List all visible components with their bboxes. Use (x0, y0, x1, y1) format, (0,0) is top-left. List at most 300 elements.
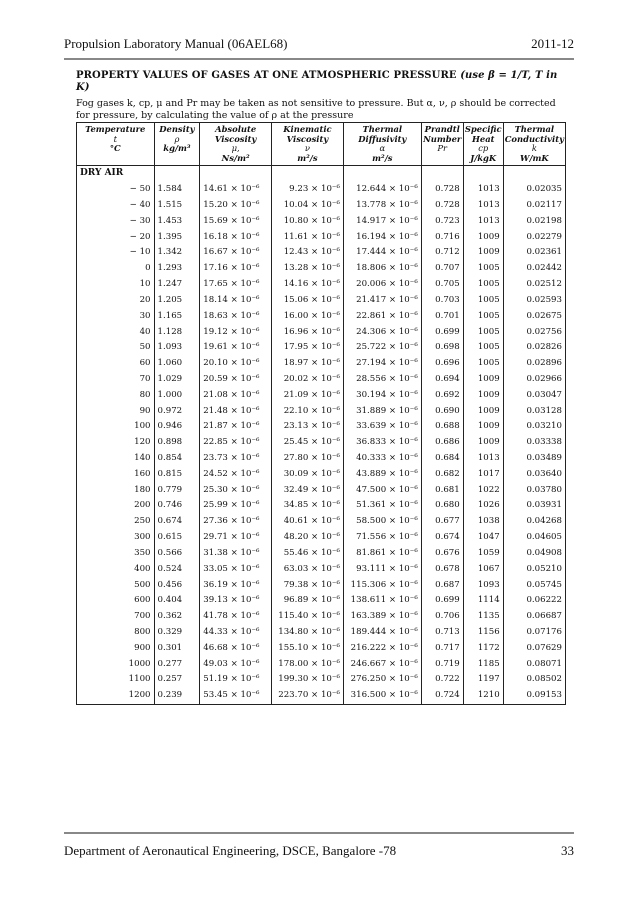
table-cell: 0.687 (421, 578, 463, 594)
table-cell: 0.724 (421, 688, 463, 704)
table-cell: 21.08 × 10⁻⁶ (200, 388, 272, 404)
table-row (77, 672, 566, 688)
table-row (77, 657, 566, 673)
table-cell: 24.306 × 10⁻⁶ (343, 325, 421, 341)
table-cell: 0.03489 (503, 451, 565, 467)
table-cell: 21.417 × 10⁻⁶ (343, 293, 421, 309)
table-cell: 1009 (463, 404, 503, 420)
table-cell: 316.500 × 10⁻⁶ (343, 688, 421, 704)
table-cell: 0.404 (154, 593, 200, 609)
table-cell: 0.06687 (503, 609, 565, 625)
table-header-row (77, 123, 566, 166)
table-cell: 25.45 × 10⁻⁶ (272, 435, 344, 451)
table-cell: − 40 (77, 198, 155, 214)
table-cell: 40.333 × 10⁻⁶ (343, 451, 421, 467)
table-cell: 0.615 (154, 530, 200, 546)
table-cell: 178.00 × 10⁻⁶ (272, 657, 344, 673)
table-cell: 1005 (463, 293, 503, 309)
table-cell: 34.85 × 10⁻⁶ (272, 498, 344, 514)
table-cell: 90 (77, 404, 155, 420)
table-row (77, 230, 566, 246)
table-cell: 81.861 × 10⁻⁶ (343, 546, 421, 562)
table-cell: 0.02035 (503, 182, 565, 198)
table-row (77, 467, 566, 483)
table-row (77, 277, 566, 293)
column-unit: J/kgK (470, 152, 497, 163)
table-cell: 1009 (463, 435, 503, 451)
column-name: Absolute Viscosity (214, 124, 257, 144)
table-row (77, 356, 566, 372)
table-cell: 20.02 × 10⁻⁶ (272, 372, 344, 388)
table-cell: 1.000 (154, 388, 200, 404)
column-symbol: k (531, 143, 537, 154)
table-cell: 10 (77, 277, 155, 293)
table-cell: 18.806 × 10⁻⁶ (343, 261, 421, 277)
column-unit: Ns/m² (221, 152, 250, 163)
table-cell: 0.08071 (503, 657, 565, 673)
table-row (77, 261, 566, 277)
column-unit: m²/s (372, 152, 393, 163)
table-cell: 0.02966 (503, 372, 565, 388)
table-cell: 160 (77, 467, 155, 483)
table-cell: 1026 (463, 498, 503, 514)
table-cell: 0.03338 (503, 435, 565, 451)
table-row (77, 214, 566, 230)
table-cell: 134.80 × 10⁻⁶ (272, 625, 344, 641)
table-cell: 1059 (463, 546, 503, 562)
table-cell: 0.854 (154, 451, 200, 467)
table-row (77, 546, 566, 562)
table-cell (154, 166, 200, 182)
table-cell: 0.05210 (503, 562, 565, 578)
table-cell: 0.716 (421, 230, 463, 246)
department-name: Department of Aeronautical Engineering, DSCE, Bangalore -78 (64, 843, 397, 858)
table-cell: 0.728 (421, 198, 463, 214)
table-cell: 16.67 × 10⁻⁶ (200, 245, 272, 261)
table-cell: 0.456 (154, 578, 200, 594)
table-cell: 40 (77, 325, 155, 341)
table-cell: 48.20 × 10⁻⁶ (272, 530, 344, 546)
table-row (77, 435, 566, 451)
table-cell: 46.68 × 10⁻⁶ (200, 641, 272, 657)
table-cell: 16.194 × 10⁻⁶ (343, 230, 421, 246)
table-cell: 1135 (463, 609, 503, 625)
table-cell: 0.03640 (503, 467, 565, 483)
table-cell: 33.05 × 10⁻⁶ (200, 562, 272, 578)
table-cell: 115.306 × 10⁻⁶ (343, 578, 421, 594)
table-cell: 0.02756 (503, 325, 565, 341)
table-cell: 0.815 (154, 467, 200, 483)
column-name: Specific Heat (464, 124, 502, 144)
table-cell: 0.706 (421, 609, 463, 625)
column-name: Kinematic Viscosity (283, 124, 332, 144)
table-cell: 0.707 (421, 261, 463, 277)
table-cell: 0.779 (154, 483, 200, 499)
table-cell: 1009 (463, 230, 503, 246)
table-cell: 1.093 (154, 340, 200, 356)
table-cell: 0 (77, 261, 155, 277)
table-cell: 28.556 × 10⁻⁶ (343, 372, 421, 388)
table-cell: 0.02826 (503, 340, 565, 356)
table-cell: 79.38 × 10⁻⁶ (272, 578, 344, 594)
table-cell: 0.719 (421, 657, 463, 673)
table-cell: 18.14 × 10⁻⁶ (200, 293, 272, 309)
table-cell: 70 (77, 372, 155, 388)
table-cell: 1114 (463, 593, 503, 609)
table-cell: 10.04 × 10⁻⁶ (272, 198, 344, 214)
column-header (154, 123, 200, 166)
table-row (77, 198, 566, 214)
table-cell: 20 (77, 293, 155, 309)
table-cell: 0.681 (421, 483, 463, 499)
table-cell: 20.006 × 10⁻⁶ (343, 277, 421, 293)
page-footer (64, 843, 574, 861)
table-cell: 0.02512 (503, 277, 565, 293)
table-cell: 180 (77, 483, 155, 499)
table-cell: 246.667 × 10⁻⁶ (343, 657, 421, 673)
table-cell: 1.165 (154, 309, 200, 325)
table-cell: 14.16 × 10⁻⁶ (272, 277, 344, 293)
table-cell: 1017 (463, 467, 503, 483)
table-cell: 0.696 (421, 356, 463, 372)
table-cell: 50 (77, 340, 155, 356)
column-header (503, 123, 565, 166)
table-cell: 500 (77, 578, 155, 594)
table-cell: 43.889 × 10⁻⁶ (343, 467, 421, 483)
column-name: Thermal Diffusivity (358, 124, 407, 144)
table-cell: 1005 (463, 340, 503, 356)
table-cell: 17.95 × 10⁻⁶ (272, 340, 344, 356)
table-cell: 250 (77, 514, 155, 530)
table-cell: 1197 (463, 672, 503, 688)
table-cell: 0.03047 (503, 388, 565, 404)
column-name: Prandtl Number (423, 124, 462, 144)
table-cell: 0.02361 (503, 245, 565, 261)
table-cell: 22.861 × 10⁻⁶ (343, 309, 421, 325)
table-cell: 0.674 (421, 530, 463, 546)
table-cell: 1009 (463, 372, 503, 388)
table-cell: 1047 (463, 530, 503, 546)
table-cell: 1038 (463, 514, 503, 530)
table-cell: 16.18 × 10⁻⁶ (200, 230, 272, 246)
table-cell: 1156 (463, 625, 503, 641)
table-cell: 17.16 × 10⁻⁶ (200, 261, 272, 277)
table-cell: 0.703 (421, 293, 463, 309)
table-cell: 800 (77, 625, 155, 641)
table-cell: 0.362 (154, 609, 200, 625)
table-cell: 1185 (463, 657, 503, 673)
table-cell: 0.705 (421, 277, 463, 293)
table-cell: 39.13 × 10⁻⁶ (200, 593, 272, 609)
table-cell: 1.293 (154, 261, 200, 277)
table-row (77, 625, 566, 641)
table-cell: 1013 (463, 214, 503, 230)
table-row (77, 404, 566, 420)
table-cell: 163.389 × 10⁻⁶ (343, 609, 421, 625)
table-cell: 1172 (463, 641, 503, 657)
table-cell: 23.73 × 10⁻⁶ (200, 451, 272, 467)
table-cell: 49.03 × 10⁻⁶ (200, 657, 272, 673)
table-row (77, 688, 566, 704)
table-cell: 0.694 (421, 372, 463, 388)
table-cell: 13.28 × 10⁻⁶ (272, 261, 344, 277)
column-header (463, 123, 503, 166)
table-cell: 0.524 (154, 562, 200, 578)
table-cell: 115.40 × 10⁻⁶ (272, 609, 344, 625)
table-cell: 20.59 × 10⁻⁶ (200, 372, 272, 388)
academic-year: 2011-12 (531, 36, 574, 51)
table-cell: 0.07176 (503, 625, 565, 641)
column-header (272, 123, 344, 166)
table-cell: 0.566 (154, 546, 200, 562)
table-row (77, 641, 566, 657)
column-header (200, 123, 272, 166)
table-cell: 31.38 × 10⁻⁶ (200, 546, 272, 562)
table-cell: 138.611 × 10⁻⁶ (343, 593, 421, 609)
table-cell: 10.80 × 10⁻⁶ (272, 214, 344, 230)
table-row (77, 578, 566, 594)
table-cell: 58.500 × 10⁻⁶ (343, 514, 421, 530)
table-cell: 0.02896 (503, 356, 565, 372)
table-cell: 12.43 × 10⁻⁶ (272, 245, 344, 261)
table-cell: 19.61 × 10⁻⁶ (200, 340, 272, 356)
table-cell: 0.898 (154, 435, 200, 451)
section-label: DRY AIR (77, 166, 155, 182)
table-row (77, 483, 566, 499)
table-cell: 25.99 × 10⁻⁶ (200, 498, 272, 514)
table-cell: 0.06222 (503, 593, 565, 609)
table-cell: 27.194 × 10⁻⁶ (343, 356, 421, 372)
table-cell: 0.684 (421, 451, 463, 467)
table-cell: 0.688 (421, 419, 463, 435)
scanned-table-page (76, 70, 566, 701)
table-cell: 36.19 × 10⁻⁶ (200, 578, 272, 594)
table-row (77, 498, 566, 514)
table-cell: 200 (77, 498, 155, 514)
table-cell: 9.23 × 10⁻⁶ (272, 182, 344, 198)
table-cell: 20.10 × 10⁻⁶ (200, 356, 272, 372)
table-cell: 71.556 × 10⁻⁶ (343, 530, 421, 546)
table-cell: 41.78 × 10⁻⁶ (200, 609, 272, 625)
column-header (421, 123, 463, 166)
table-cell: 1009 (463, 419, 503, 435)
column-name: Thermal Conductivity (504, 124, 564, 144)
table-cell: 900 (77, 641, 155, 657)
table-row (77, 609, 566, 625)
table-cell: 12.644 × 10⁻⁶ (343, 182, 421, 198)
table-body (77, 166, 566, 705)
column-unit: kg/m³ (163, 143, 191, 154)
table-cell: 0.701 (421, 309, 463, 325)
table-cell: 1013 (463, 182, 503, 198)
table-cell: 22.85 × 10⁻⁶ (200, 435, 272, 451)
table-cell: 63.03 × 10⁻⁶ (272, 562, 344, 578)
table-cell: 27.36 × 10⁻⁶ (200, 514, 272, 530)
table-cell: 0.09153 (503, 688, 565, 704)
table-cell: 1009 (463, 388, 503, 404)
column-symbol: ν (304, 143, 310, 154)
table-cell: 1.515 (154, 198, 200, 214)
column-header (77, 123, 155, 166)
table-cell: 1.205 (154, 293, 200, 309)
table-cell: 1210 (463, 688, 503, 704)
column-symbol: cp (478, 143, 489, 154)
table-cell: 0.301 (154, 641, 200, 657)
table-cell (343, 166, 421, 182)
table-cell: 1005 (463, 325, 503, 341)
table-cell: 21.09 × 10⁻⁶ (272, 388, 344, 404)
column-name: Density (159, 124, 195, 134)
table-cell: 1005 (463, 261, 503, 277)
table-title-paren: (use β = 1/T, T in K) (76, 70, 558, 93)
table-cell: 1005 (463, 309, 503, 325)
table-cell: 0.02198 (503, 214, 565, 230)
table-cell: 21.87 × 10⁻⁶ (200, 419, 272, 435)
table-row (77, 309, 566, 325)
table-row (77, 182, 566, 198)
table-row (77, 562, 566, 578)
table-cell: 1200 (77, 688, 155, 704)
table-cell: 0.02442 (503, 261, 565, 277)
table-cell: 0.699 (421, 593, 463, 609)
table-cell: 53.45 × 10⁻⁶ (200, 688, 272, 704)
table-cell: 0.674 (154, 514, 200, 530)
table-cell: 1000 (77, 657, 155, 673)
table-cell: 700 (77, 609, 155, 625)
table-row (77, 593, 566, 609)
table-cell: 0.946 (154, 419, 200, 435)
table-cell: 40.61 × 10⁻⁶ (272, 514, 344, 530)
table-cell: 30.194 × 10⁻⁶ (343, 388, 421, 404)
table-cell: 13.778 × 10⁻⁶ (343, 198, 421, 214)
table-cell: 0.699 (421, 325, 463, 341)
table-note: Fog gases k, cp, μ and Pr may be taken as not sensitive to pressure. But α, ν, ρ should be corrected for pressure, by calculating the value of ρ at the pressure (76, 98, 556, 121)
table-cell: 1022 (463, 483, 503, 499)
table-cell: 32.49 × 10⁻⁶ (272, 483, 344, 499)
table-cell: 14.61 × 10⁻⁶ (200, 182, 272, 198)
table-cell: 96.89 × 10⁻⁶ (272, 593, 344, 609)
table-cell: − 10 (77, 245, 155, 261)
table-cell: 1.584 (154, 182, 200, 198)
table-cell: 0.713 (421, 625, 463, 641)
gas-property-table (76, 122, 566, 705)
table-cell: 0.677 (421, 514, 463, 530)
table-cell: − 20 (77, 230, 155, 246)
table-cell: 0.02675 (503, 309, 565, 325)
table-cell: 0.972 (154, 404, 200, 420)
table-cell: 21.48 × 10⁻⁶ (200, 404, 272, 420)
table-cell: 0.712 (421, 245, 463, 261)
table-cell: 0.682 (421, 467, 463, 483)
column-name: Temperature (85, 124, 146, 134)
table-cell: 0.02593 (503, 293, 565, 309)
table-cell: 1.342 (154, 245, 200, 261)
table-cell: 300 (77, 530, 155, 546)
table-cell: 33.639 × 10⁻⁶ (343, 419, 421, 435)
table-cell: 1.247 (154, 277, 200, 293)
table-cell: 0.678 (421, 562, 463, 578)
table-cell: 216.222 × 10⁻⁶ (343, 641, 421, 657)
table-cell: 350 (77, 546, 155, 562)
table-cell: 1013 (463, 451, 503, 467)
section-row (77, 166, 566, 182)
table-cell: 0.07629 (503, 641, 565, 657)
page-header (64, 36, 574, 54)
column-symbol: ρ (174, 133, 180, 144)
table-cell: 0.04268 (503, 514, 565, 530)
table-cell: 1013 (463, 198, 503, 214)
table-cell: 15.20 × 10⁻⁶ (200, 198, 272, 214)
table-cell: 0.02117 (503, 198, 565, 214)
table-cell: 19.12 × 10⁻⁶ (200, 325, 272, 341)
table-row (77, 514, 566, 530)
table-cell: 0.728 (421, 182, 463, 198)
table-row (77, 451, 566, 467)
table-cell: 1.060 (154, 356, 200, 372)
table-cell: 1067 (463, 562, 503, 578)
table-cell: 0.746 (154, 498, 200, 514)
table-cell: 51.19 × 10⁻⁶ (200, 672, 272, 688)
page-number: 33 (561, 843, 574, 858)
table-row (77, 325, 566, 341)
table-cell: 0.03780 (503, 483, 565, 499)
table-cell: 16.00 × 10⁻⁶ (272, 309, 344, 325)
table-cell: 0.680 (421, 498, 463, 514)
column-symbol: α (379, 143, 386, 154)
table-row (77, 388, 566, 404)
table-cell: 0.698 (421, 340, 463, 356)
table-cell: 60 (77, 356, 155, 372)
table-cell: 25.722 × 10⁻⁶ (343, 340, 421, 356)
table-cell: 199.30 × 10⁻⁶ (272, 672, 344, 688)
table-cell: 100 (77, 419, 155, 435)
table-cell: 0.05745 (503, 578, 565, 594)
table-cell: − 30 (77, 214, 155, 230)
table-cell: 18.97 × 10⁻⁶ (272, 356, 344, 372)
table-cell: 1005 (463, 356, 503, 372)
table-title (76, 70, 566, 94)
table-cell (503, 166, 565, 182)
footer-rule (64, 832, 574, 834)
table-cell: 223.70 × 10⁻⁶ (272, 688, 344, 704)
table-cell: 0.04605 (503, 530, 565, 546)
table-cell: 30.09 × 10⁻⁶ (272, 467, 344, 483)
table-cell: 1.029 (154, 372, 200, 388)
table-cell: 18.63 × 10⁻⁶ (200, 309, 272, 325)
table-cell: 1.128 (154, 325, 200, 341)
table-cell (272, 166, 344, 182)
column-symbol: μ, (231, 143, 240, 154)
table-title-main: PROPERTY VALUES OF GASES AT ONE ATMOSPHERIC PRESSURE (76, 70, 457, 81)
table-cell: 1093 (463, 578, 503, 594)
table-cell: 0.676 (421, 546, 463, 562)
table-cell: 400 (77, 562, 155, 578)
table-cell: 80 (77, 388, 155, 404)
table-cell: 93.111 × 10⁻⁶ (343, 562, 421, 578)
table-cell: 0.722 (421, 672, 463, 688)
table-cell: 15.69 × 10⁻⁶ (200, 214, 272, 230)
column-unit: W/mK (520, 152, 549, 163)
column-symbol: Pr (437, 143, 448, 154)
table-cell: 189.444 × 10⁻⁶ (343, 625, 421, 641)
table-cell: 27.80 × 10⁻⁶ (272, 451, 344, 467)
table-cell: 0.239 (154, 688, 200, 704)
table-cell (200, 166, 272, 182)
table-cell: 1.453 (154, 214, 200, 230)
table-cell: 1009 (463, 245, 503, 261)
table-cell: 600 (77, 593, 155, 609)
table-row (77, 372, 566, 388)
